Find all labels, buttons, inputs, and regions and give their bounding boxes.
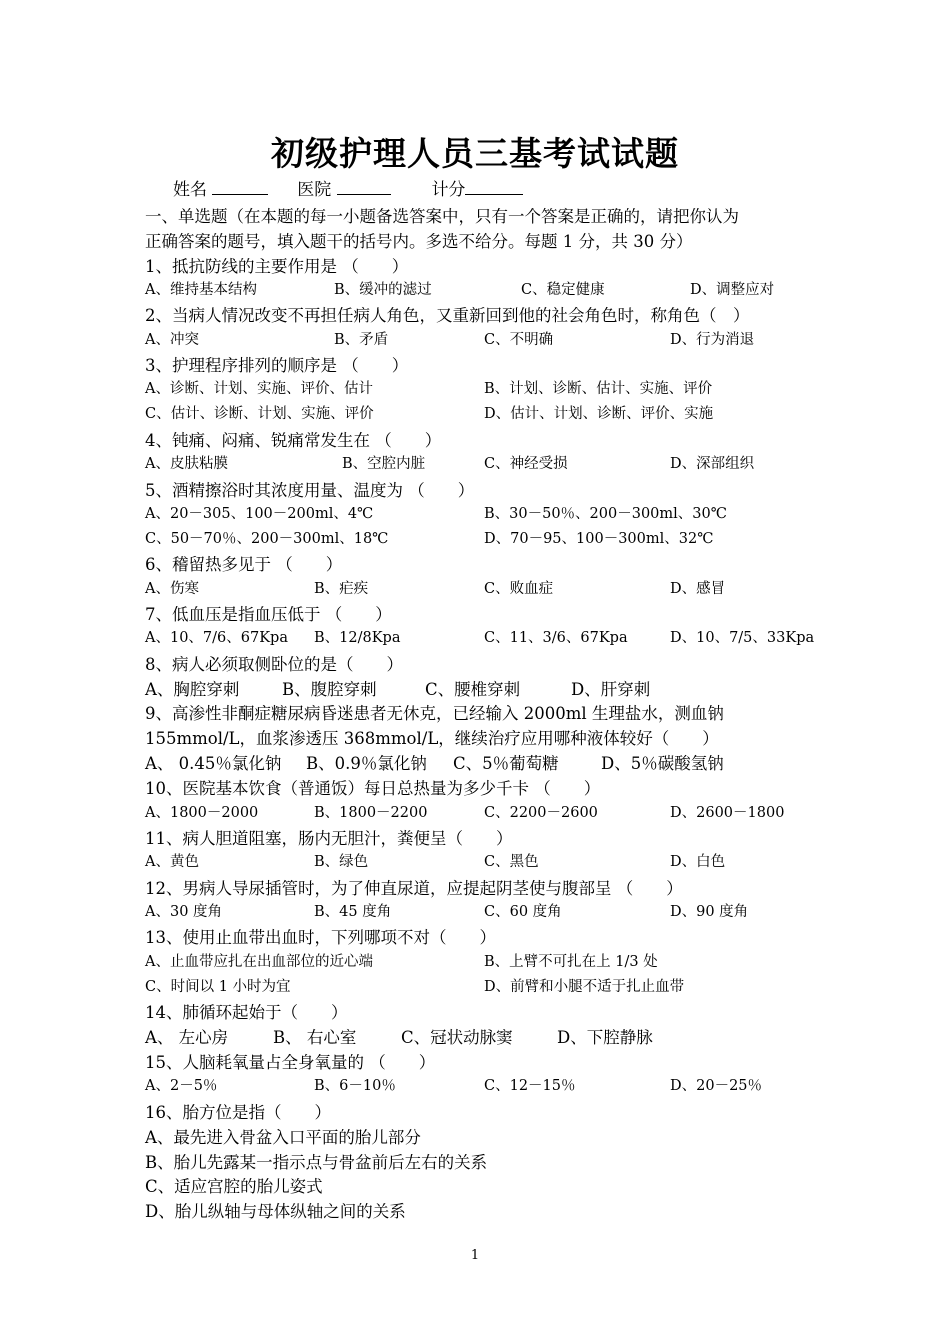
question-stem: 10、医院基本饮食（普通饭）每日总热量为多少千卡 （ ） xyxy=(145,779,601,798)
option-a: A、 左心房 xyxy=(145,1028,229,1047)
option-d: D、2600－1800 xyxy=(670,805,785,821)
question-stem: 11、病人胆道阻塞，肠内无胆汁，粪便呈（ ） xyxy=(145,829,513,848)
name-blank xyxy=(212,177,268,195)
option-d: D、90 度角 xyxy=(670,904,749,920)
option-b: B、0.9％氯化钠 xyxy=(306,754,427,773)
option-a: A、2－5％ xyxy=(145,1078,218,1094)
option-b: B、上臂不可扎在上 1/3 处 xyxy=(484,954,658,970)
hospital-blank xyxy=(337,177,391,195)
option-c: C、不明确 xyxy=(484,332,554,348)
option-c: C、稳定健康 xyxy=(521,282,605,298)
question-stem: 1、抵抗防线的主要作用是 （ ） xyxy=(145,257,409,276)
instructions-line-1: 一、单选题（在本题的每一小题备选答案中，只有一个答案是正确的，请把你认为 xyxy=(145,207,739,226)
option-c: C、估计、诊断、计划、实施、评价 xyxy=(145,406,374,422)
option-a: A、胸腔穿刺 xyxy=(145,680,240,699)
option-a: A、伤寒 xyxy=(145,581,199,597)
option-d: D、5％碳酸氢钠 xyxy=(601,754,724,773)
option-a: A、20－305、100－200ml、4℃ xyxy=(145,506,374,522)
question-stem: 15、人脑耗氧量占全身氧量的 （ ） xyxy=(145,1053,436,1072)
question-stem: 9、高渗性非酮症糖尿病昏迷患者无休克，已经输入 2000ml 生理盐水，测血钠 xyxy=(145,704,724,723)
option-d: D、20－25％ xyxy=(670,1078,763,1094)
option-b: B、6－10％ xyxy=(314,1078,396,1094)
option-b: B、疟疾 xyxy=(314,581,369,597)
option-c: C、12－15％ xyxy=(484,1078,576,1094)
option-b: B、1800－2200 xyxy=(314,805,428,821)
option-c: C、2200－2600 xyxy=(484,805,598,821)
question-stem: 2、当病人情况改变不再担任病人角色，又重新回到他的社会角色时，称角色（ ） xyxy=(145,306,750,325)
question-stem: 8、病人必须取侧卧位的是（ ） xyxy=(145,655,403,674)
question-stem-continued: 155mmol/L，血浆渗透压 368mmol/L，继续治疗应用哪种液体较好（ ） xyxy=(145,729,719,748)
option-d: D、下腔静脉 xyxy=(557,1028,653,1047)
name-label: 姓名 xyxy=(173,180,207,200)
question-stem: 13、使用止血带出血时，下列哪项不对（ ） xyxy=(145,928,496,947)
question-stem: 3、护理程序排列的顺序是 （ ） xyxy=(145,356,409,375)
option-a: A、皮肤粘膜 xyxy=(145,456,228,472)
option-b: B、矛盾 xyxy=(334,332,389,348)
option-a: A、冲突 xyxy=(145,332,199,348)
option-a: A、1800－2000 xyxy=(145,805,259,821)
option-d: D、深部组织 xyxy=(670,456,755,472)
option-b: B、 右心室 xyxy=(273,1028,357,1047)
option-a: A、止血带应扎在出血部位的近心端 xyxy=(145,954,373,970)
option-d: D、行为消退 xyxy=(670,332,755,348)
option-c: C、50－70％、200－300ml、18℃ xyxy=(145,531,389,547)
option-a: A、黄色 xyxy=(145,854,199,870)
option-c: C、适应宫腔的胎儿姿式 xyxy=(145,1177,323,1196)
option-c: C、冠状动脉窦 xyxy=(401,1028,513,1047)
option-c: C、5％葡萄糖 xyxy=(453,754,559,773)
option-c: C、黑色 xyxy=(484,854,539,870)
option-a: A、最先进入骨盆入口平面的胎儿部分 xyxy=(145,1128,421,1147)
option-d: D、10、7/5、33Kpa xyxy=(670,630,815,646)
option-b: B、30－50％、200－300ml、30℃ xyxy=(484,506,727,522)
option-b: B、腹腔穿刺 xyxy=(282,680,377,699)
option-d: D、70－95、100－300ml、32℃ xyxy=(484,531,714,547)
option-b: B、胎儿先露某一指示点与骨盆前后左右的关系 xyxy=(145,1153,488,1172)
option-c: C、败血症 xyxy=(484,581,554,597)
question-stem: 14、肺循环起始于（ ） xyxy=(145,1003,348,1022)
option-b: B、空腔内脏 xyxy=(342,456,426,472)
question-stem: 12、男病人导尿插管时，为了伸直尿道，应提起阴茎使与腹部呈 （ ） xyxy=(145,879,683,898)
score-label: 计分 xyxy=(431,180,466,200)
question-stem: 4、钝痛、闷痛、锐痛常发生在 （ ） xyxy=(145,431,442,450)
instructions-line-2: 正确答案的题号，填入题干的括号内。多选不给分。每题 1 分，共 30 分） xyxy=(145,232,693,251)
question-stem: 16、胎方位是指（ ） xyxy=(145,1103,331,1122)
option-a: A、30 度角 xyxy=(145,904,223,920)
option-a: A、诊断、计划、实施、评价、估计 xyxy=(145,381,373,397)
option-b: B、12/8Kpa xyxy=(314,630,401,646)
option-c: C、神经受损 xyxy=(484,456,568,472)
option-b: B、缓冲的滤过 xyxy=(334,282,432,298)
header-info xyxy=(173,175,523,200)
option-c: C、时间以 1 小时为宜 xyxy=(145,979,291,995)
option-b: B、45 度角 xyxy=(314,904,392,920)
option-d: D、胎儿纵轴与母体纵轴之间的关系 xyxy=(145,1202,406,1221)
question-stem: 7、低血压是指血压低于 （ ） xyxy=(145,605,392,624)
question-stem: 6、稽留热多见于 （ ） xyxy=(145,555,343,574)
option-d: D、肝穿刺 xyxy=(571,680,651,699)
option-c: C、11、3/6、67Kpa xyxy=(484,630,628,646)
option-c: C、腰椎穿刺 xyxy=(425,680,521,699)
option-a: A、 0.45％氯化钠 xyxy=(145,754,282,773)
option-a: A、维持基本结构 xyxy=(145,282,257,298)
document-title: 初级护理人员三基考试试题 xyxy=(271,134,679,173)
option-c: C、60 度角 xyxy=(484,904,562,920)
option-b: B、计划、诊断、估计、实施、评价 xyxy=(484,381,713,397)
question-stem: 5、酒精擦浴时其浓度用量、温度为 （ ） xyxy=(145,481,475,500)
option-d: D、感冒 xyxy=(670,581,726,597)
option-b: B、绿色 xyxy=(314,854,369,870)
hospital-label: 医院 xyxy=(297,180,332,200)
option-d: D、调整应对 xyxy=(690,282,775,298)
score-blank xyxy=(465,177,523,195)
option-a: A、10、7/6、67Kpa xyxy=(145,630,288,646)
option-d: D、估计、计划、诊断、评价、实施 xyxy=(484,406,714,422)
page-number: 1 xyxy=(470,1248,480,1263)
option-d: D、白色 xyxy=(670,854,726,870)
option-d: D、前臂和小腿不适于扎止血带 xyxy=(484,979,685,995)
